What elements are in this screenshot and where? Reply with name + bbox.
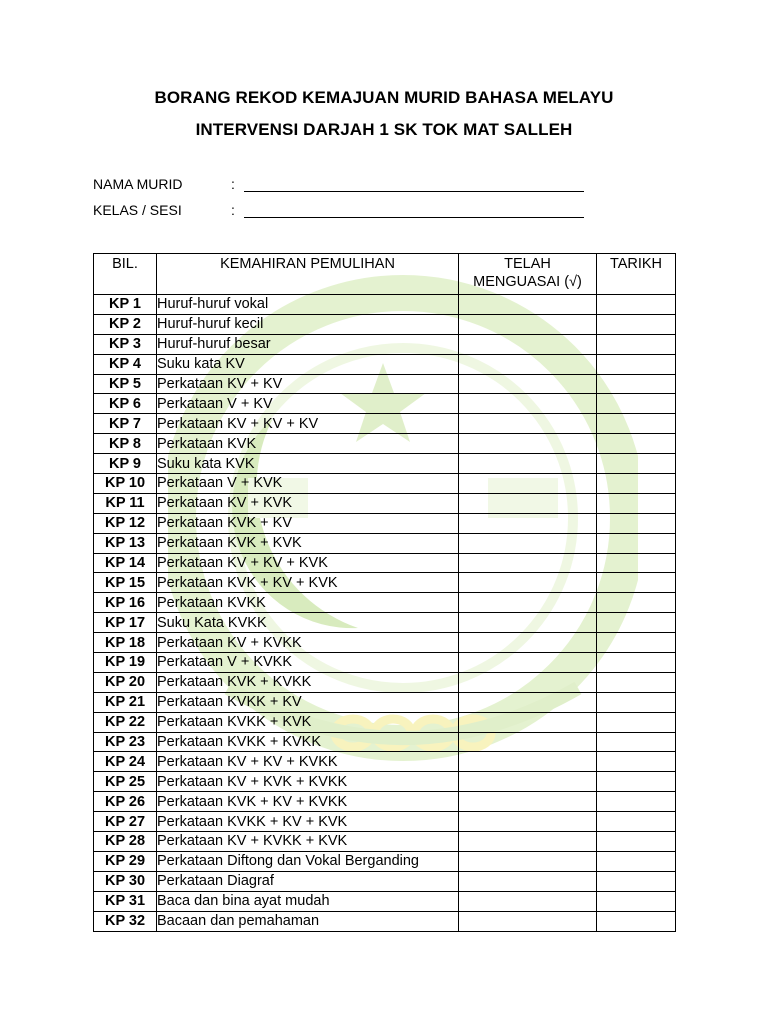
row-tarikh-cell[interactable]: [597, 633, 676, 653]
table-row: [94, 493, 676, 513]
row-tarikh-cell[interactable]: [597, 533, 676, 553]
table-row: [94, 871, 676, 891]
document-title: BORANG REKOD KEMAJUAN MURID BAHASA MELAYU: [154, 88, 614, 107]
row-bil: KP 26: [94, 792, 157, 812]
row-skill: Perkataan V + KV: [157, 394, 459, 414]
row-telah-menguasai-cell[interactable]: [459, 832, 597, 852]
row-telah-menguasai-cell[interactable]: [459, 871, 597, 891]
row-tarikh-cell[interactable]: [597, 314, 676, 334]
row-skill: Perkataan KV + KVKK: [157, 633, 459, 653]
header-telah-line1: TELAH: [504, 256, 551, 272]
row-skill: Perkataan KV + KV + KVKK: [157, 752, 459, 772]
table-row: [94, 334, 676, 354]
row-skill: Huruf-huruf besar: [157, 334, 459, 354]
table-row: [94, 573, 676, 593]
table-body: [94, 295, 676, 932]
kelas-sesi-blank-line[interactable]: [244, 217, 584, 218]
table-row: [94, 374, 676, 394]
row-tarikh-cell[interactable]: [597, 613, 676, 633]
row-tarikh-cell[interactable]: [597, 553, 676, 573]
row-tarikh-cell[interactable]: [597, 891, 676, 911]
row-telah-menguasai-cell[interactable]: [459, 851, 597, 871]
row-bil: KP 5: [94, 374, 157, 394]
row-skill: Huruf-huruf kecil: [157, 314, 459, 334]
row-bil: KP 15: [94, 573, 157, 593]
row-telah-menguasai-cell[interactable]: [459, 454, 597, 474]
row-telah-menguasai-cell[interactable]: [459, 434, 597, 454]
row-bil: KP 16: [94, 593, 157, 613]
row-telah-menguasai-cell[interactable]: [459, 295, 597, 315]
row-telah-menguasai-cell[interactable]: [459, 334, 597, 354]
table-row: [94, 434, 676, 454]
table-header-row: [94, 254, 676, 295]
row-telah-menguasai-cell[interactable]: [459, 493, 597, 513]
row-telah-menguasai-cell[interactable]: [459, 374, 597, 394]
row-telah-menguasai-cell[interactable]: [459, 752, 597, 772]
row-bil: KP 2: [94, 314, 157, 334]
row-skill: Perkataan KVKK + KV + KVK: [157, 812, 459, 832]
row-tarikh-cell[interactable]: [597, 414, 676, 434]
header-telah-line2: MENGUASAI (√): [473, 274, 582, 290]
row-tarikh-cell[interactable]: [597, 692, 676, 712]
table-row: [94, 533, 676, 553]
row-bil: KP 17: [94, 613, 157, 633]
row-tarikh-cell[interactable]: [597, 434, 676, 454]
row-skill: Bacaan dan pemahaman: [157, 911, 459, 931]
row-bil: KP 9: [94, 454, 157, 474]
row-tarikh-cell[interactable]: [597, 295, 676, 315]
table-row: [94, 712, 676, 732]
table-row: [94, 812, 676, 832]
row-telah-menguasai-cell[interactable]: [459, 553, 597, 573]
table-row: [94, 553, 676, 573]
header-telah-menguasai: [459, 254, 597, 295]
row-bil: KP 7: [94, 414, 157, 434]
row-bil: KP 27: [94, 812, 157, 832]
kelas-sesi-colon: :: [231, 202, 235, 218]
row-telah-menguasai-cell[interactable]: [459, 732, 597, 752]
table-row: [94, 832, 676, 852]
row-telah-menguasai-cell[interactable]: [459, 314, 597, 334]
row-skill: Perkataan KVK + KV: [157, 513, 459, 533]
row-skill: Suku kata KV: [157, 354, 459, 374]
table-row: [94, 314, 676, 334]
row-tarikh-cell[interactable]: [597, 374, 676, 394]
row-tarikh-cell[interactable]: [597, 573, 676, 593]
row-tarikh-cell[interactable]: [597, 394, 676, 414]
row-telah-menguasai-cell[interactable]: [459, 692, 597, 712]
row-telah-menguasai-cell[interactable]: [459, 394, 597, 414]
row-skill: Suku kata KVK: [157, 454, 459, 474]
row-bil: KP 32: [94, 911, 157, 931]
row-bil: KP 4: [94, 354, 157, 374]
table-row: [94, 653, 676, 673]
table-row: [94, 414, 676, 434]
row-tarikh-cell[interactable]: [597, 354, 676, 374]
table-row: [94, 752, 676, 772]
row-tarikh-cell[interactable]: [597, 812, 676, 832]
row-telah-menguasai-cell[interactable]: [459, 613, 597, 633]
row-tarikh-cell[interactable]: [597, 474, 676, 494]
row-tarikh-cell[interactable]: [597, 752, 676, 772]
row-skill: Perkataan Diftong dan Vokal Berganding: [157, 851, 459, 871]
table-row: [94, 633, 676, 653]
row-skill: Perkataan KVKK: [157, 593, 459, 613]
row-skill: Suku Kata KVKK: [157, 613, 459, 633]
row-telah-menguasai-cell[interactable]: [459, 533, 597, 553]
row-telah-menguasai-cell[interactable]: [459, 891, 597, 911]
row-telah-menguasai-cell[interactable]: [459, 573, 597, 593]
row-telah-menguasai-cell[interactable]: [459, 911, 597, 931]
row-skill: Perkataan KVK + KV + KVK: [157, 573, 459, 593]
row-bil: KP 31: [94, 891, 157, 911]
row-skill: Perkataan KVKK + KVKK: [157, 732, 459, 752]
progress-record-table: [93, 253, 676, 932]
table-row: [94, 911, 676, 931]
header-kemahiran: KEMAHIRAN PEMULIHAN: [157, 254, 459, 295]
row-bil: KP 12: [94, 513, 157, 533]
row-bil: KP 14: [94, 553, 157, 573]
row-telah-menguasai-cell[interactable]: [459, 792, 597, 812]
row-telah-menguasai-cell[interactable]: [459, 712, 597, 732]
row-tarikh-cell[interactable]: [597, 454, 676, 474]
row-bil: KP 13: [94, 533, 157, 553]
nama-murid-colon: :: [231, 176, 235, 192]
table-row: [94, 454, 676, 474]
row-skill: Perkataan KV + KVKK + KVK: [157, 832, 459, 852]
table-row: [94, 513, 676, 533]
row-bil: KP 22: [94, 712, 157, 732]
row-tarikh-cell[interactable]: [597, 334, 676, 354]
header-bil: BIL.: [94, 254, 157, 295]
row-tarikh-cell[interactable]: [597, 772, 676, 792]
table-row: [94, 851, 676, 871]
row-bil: KP 24: [94, 752, 157, 772]
table-row: [94, 732, 676, 752]
row-telah-menguasai-cell[interactable]: [459, 474, 597, 494]
row-bil: KP 21: [94, 692, 157, 712]
row-bil: KP 23: [94, 732, 157, 752]
row-tarikh-cell[interactable]: [597, 851, 676, 871]
table-row: [94, 891, 676, 911]
row-tarikh-cell[interactable]: [597, 712, 676, 732]
row-bil: KP 30: [94, 871, 157, 891]
row-skill: Huruf-huruf vokal: [157, 295, 459, 315]
table-row: [94, 692, 676, 712]
row-bil: KP 6: [94, 394, 157, 414]
row-bil: KP 29: [94, 851, 157, 871]
table-row: [94, 295, 676, 315]
row-skill: Perkataan KVK + KV + KVKK: [157, 792, 459, 812]
row-skill: Perkataan KV + KVK + KVKK: [157, 772, 459, 792]
row-telah-menguasai-cell[interactable]: [459, 354, 597, 374]
row-tarikh-cell[interactable]: [597, 792, 676, 812]
table-row: [94, 613, 676, 633]
kelas-sesi-label: KELAS / SESI: [93, 202, 182, 218]
row-bil: KP 19: [94, 653, 157, 673]
row-skill: Perkataan KV + KV + KVK: [157, 553, 459, 573]
row-bil: KP 3: [94, 334, 157, 354]
row-tarikh-cell[interactable]: [597, 871, 676, 891]
row-skill: Perkataan KVK + KVK: [157, 533, 459, 553]
row-skill: Perkataan V + KVK: [157, 474, 459, 494]
table-row: [94, 772, 676, 792]
row-skill: Perkataan KV + KVK: [157, 493, 459, 513]
header-tarikh: TARIKH: [597, 254, 676, 295]
row-telah-menguasai-cell[interactable]: [459, 414, 597, 434]
table-row: [94, 792, 676, 812]
row-bil: KP 18: [94, 633, 157, 653]
table-row: [94, 354, 676, 374]
row-tarikh-cell[interactable]: [597, 593, 676, 613]
row-telah-menguasai-cell[interactable]: [459, 653, 597, 673]
row-skill: Perkataan KVK: [157, 434, 459, 454]
row-bil: KP 1: [94, 295, 157, 315]
row-skill: Perkataan V + KVKK: [157, 653, 459, 673]
row-skill: Perkataan KV + KV + KV: [157, 414, 459, 434]
nama-murid-label: NAMA MURID: [93, 176, 183, 192]
row-tarikh-cell[interactable]: [597, 653, 676, 673]
table-row: [94, 474, 676, 494]
row-telah-menguasai-cell[interactable]: [459, 672, 597, 692]
row-tarikh-cell[interactable]: [597, 493, 676, 513]
row-telah-menguasai-cell[interactable]: [459, 633, 597, 653]
row-skill: Perkataan Diagraf: [157, 871, 459, 891]
table-row: [94, 394, 676, 414]
row-skill: Baca dan bina ayat mudah: [157, 891, 459, 911]
row-tarikh-cell[interactable]: [597, 672, 676, 692]
row-tarikh-cell[interactable]: [597, 513, 676, 533]
row-skill: Perkataan KVKK + KV: [157, 692, 459, 712]
row-bil: KP 11: [94, 493, 157, 513]
row-bil: KP 28: [94, 832, 157, 852]
row-skill: Perkataan KVKK + KVK: [157, 712, 459, 732]
row-bil: KP 8: [94, 434, 157, 454]
table-row: [94, 672, 676, 692]
document-subtitle: INTERVENSI DARJAH 1 SK TOK MAT SALLEH: [195, 120, 573, 139]
table-row: [94, 593, 676, 613]
row-bil: KP 25: [94, 772, 157, 792]
row-bil: KP 10: [94, 474, 157, 494]
row-telah-menguasai-cell[interactable]: [459, 772, 597, 792]
row-bil: KP 20: [94, 672, 157, 692]
row-telah-menguasai-cell[interactable]: [459, 812, 597, 832]
row-telah-menguasai-cell[interactable]: [459, 513, 597, 533]
row-skill: Perkataan KV + KV: [157, 374, 459, 394]
row-telah-menguasai-cell[interactable]: [459, 593, 597, 613]
row-tarikh-cell[interactable]: [597, 911, 676, 931]
nama-murid-blank-line[interactable]: [244, 191, 584, 192]
row-tarikh-cell[interactable]: [597, 832, 676, 852]
row-skill: Perkataan KVK + KVKK: [157, 672, 459, 692]
row-tarikh-cell[interactable]: [597, 732, 676, 752]
